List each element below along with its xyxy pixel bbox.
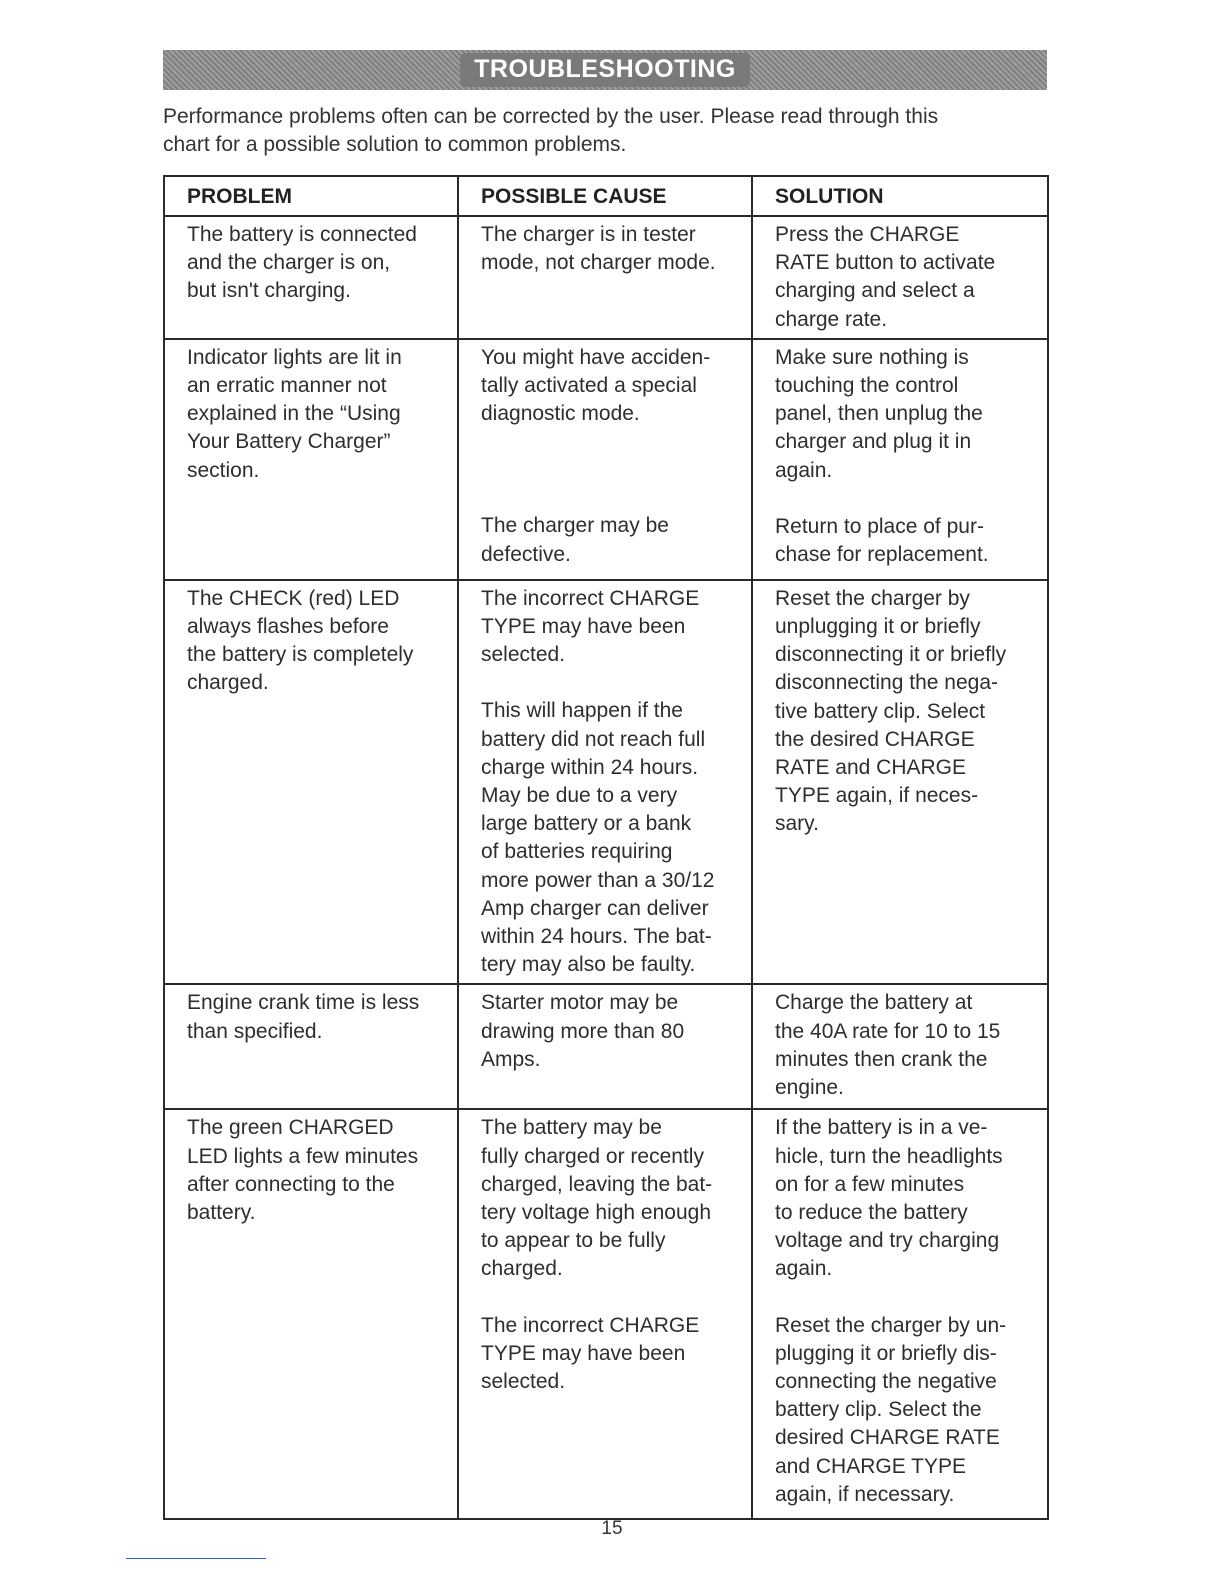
cell-text-line: and the charger is on, [187,251,391,275]
cause-paragraph [481,221,743,277]
cell-text-line: chase for replacement. [775,543,989,567]
cause-paragraph [481,1312,743,1397]
cell-text-line: touching the control [775,374,959,398]
cell-text-line: tive battery clip. Select [775,699,986,723]
cell-text-line: mode, not charger mode. [481,251,716,275]
problem-cell [164,580,458,985]
cause-paragraph [481,512,743,568]
cell-text-line: plugging it or briefly dis- [775,1341,997,1365]
cell-text-line: You might have acciden- [481,345,711,369]
cell-text-line: The incorrect CHARGE [481,1313,700,1337]
cause-paragraph [481,344,743,429]
intro-paragraph [163,103,1047,159]
cell-text-line: battery did not reach full [481,727,706,751]
cell-text-line: charge within 24 hours. [481,755,699,779]
cell-text-line: disconnecting it or briefly [775,643,1007,667]
cell-text-line: Indicator lights are lit in [187,345,402,369]
cell-text-line: always flashes before [187,615,389,639]
cell-text-line: on for a few minutes [775,1172,965,1196]
cell-text-line: large battery or a bank [481,812,692,836]
cell-text-line: Amps. [481,1047,541,1071]
intro-line: Performance problems often can be corrected by the user. Please read through this [163,105,939,128]
cause-cell [458,580,752,985]
cell-text-line: connecting the negative [775,1370,997,1394]
cell-text-line: selected. [481,643,566,667]
problem-cell [164,339,458,580]
solution-paragraph [775,1114,1039,1283]
solution-cell [752,580,1048,985]
section-title: TROUBLESHOOTING [460,53,750,87]
cell-text-line: section. [187,458,260,482]
cell-text-line: The battery may be [481,1116,662,1140]
cell-text-line: Return to place of pur- [775,514,984,538]
cause-cell [458,984,752,1109]
cause-cell [458,339,752,580]
cell-text-line: hicle, turn the headlights [775,1144,1003,1168]
table-row [164,984,1048,1109]
cell-text-line: Your Battery Charger” [187,430,391,454]
cause-paragraph [481,585,743,670]
intro-line: chart for a possible solution to common problems. [163,133,627,156]
cell-text-line: again. [775,458,833,482]
column-header-problem: PROBLEM [164,176,458,216]
table-header-row [164,176,1048,216]
cell-text-line: charger and plug it in [775,430,972,454]
cell-text-line: voltage and try charging [775,1229,1000,1253]
cell-text-line: after connecting to the [187,1172,395,1196]
cell-text-line: The charger is in tester [481,223,696,246]
cell-text-line: defective. [481,542,571,566]
cell-text-line: Press the CHARGE [775,223,960,246]
cell-text-line: and CHARGE TYPE [775,1454,967,1478]
cell-text-line: of batteries requiring [481,840,673,864]
cell-text-line: minutes then crank the [775,1047,988,1071]
cell-text-line: The CHECK (red) LED [187,586,400,610]
cell-text-line: the desired CHARGE [775,727,975,751]
cause-cell [458,216,752,339]
cell-text-line: TYPE again, if neces- [775,784,979,808]
cell-text-line: The green CHARGED [187,1116,394,1140]
problem-cell [164,1109,458,1519]
cell-text-line: battery. [187,1201,256,1225]
cell-text-line: fully charged or recently [481,1144,704,1168]
cell-text-line: This will happen if the [481,699,683,723]
cell-text-line: battery clip. Select the [775,1398,982,1422]
solution-cell [752,1109,1048,1519]
cell-text-line: but isn't charging. [187,279,351,303]
cell-text-line: TYPE may have been [481,615,686,639]
table-row [164,1109,1048,1519]
cause-paragraph [481,989,743,1074]
problem-cell [164,216,458,339]
cell-text-line: Charge the battery at [775,991,973,1015]
solution-paragraph [775,1312,1039,1509]
cell-text-line: RATE button to activate [775,251,996,275]
cell-text-line: Make sure nothing is [775,345,969,369]
cell-text-line: RATE and CHARGE [775,756,966,780]
cell-text-line: charged. [187,671,269,695]
cell-text-line: The battery is connected [187,223,417,246]
solution-cell [752,216,1048,339]
cell-text-line: selected. [481,1370,566,1394]
cell-text-line: tery voltage high enough [481,1201,712,1225]
cell-text-line: drawing more than 80 [481,1019,685,1043]
cell-text-line: Amp charger can deliver [481,896,709,920]
cell-text-line: within 24 hours. The bat- [481,925,712,949]
cell-text-line: the 40A rate for 10 to 15 [775,1019,1001,1043]
cell-text-line: than specified. [187,1019,323,1043]
cell-text-line: tery may also be faulty. [481,953,696,977]
solution-paragraph [775,344,1039,485]
cell-text-line: explained in the “Using [187,402,401,426]
cell-text-line: Starter motor may be [481,991,679,1015]
cell-text-line: Reset the charger by un- [775,1313,1007,1337]
cell-text-line: panel, then unplug the [775,402,983,426]
cell-text-line: unplugging it or briefly [775,615,981,639]
table-row [164,216,1048,339]
cell-text-line: Reset the charger by [775,586,970,610]
solution-cell [752,984,1048,1109]
cell-text-line: sary. [775,812,819,836]
cause-paragraph [481,1114,743,1283]
cell-text-line: desired CHARGE RATE [775,1426,1000,1450]
page-number: 15 [601,1518,623,1539]
troubleshooting-table [163,175,1049,1520]
cell-text-line: more power than a 30/12 [481,868,715,892]
cell-text-line: The charger may be [481,514,669,538]
solution-paragraph [775,221,1039,334]
cell-text-line: disconnecting the nega- [775,671,998,695]
column-header-cause: POSSIBLE CAUSE [458,176,752,216]
solution-paragraph [775,513,1039,569]
cell-text-line: May be due to a very [481,784,678,808]
footer-rule [126,1558,266,1559]
solution-cell [752,339,1048,580]
solution-paragraph [775,989,1039,1102]
problem-cell [164,984,458,1109]
table-row [164,339,1048,580]
cell-text-line: charging and select a [775,279,975,303]
cell-text-line: an erratic manner not [187,374,387,398]
table-row [164,580,1048,985]
cell-text-line: engine. [775,1076,844,1100]
cause-cell [458,1109,752,1519]
cell-text-line: to reduce the battery [775,1201,968,1225]
cell-text-line: diagnostic mode. [481,402,640,426]
cell-text-line: LED lights a few minutes [187,1144,419,1168]
cell-text-line: Engine crank time is less [187,991,420,1015]
column-header-solution: SOLUTION [752,176,1048,216]
cell-text-line: again, if necessary. [775,1482,955,1506]
cell-text-line: TYPE may have been [481,1341,686,1365]
cell-text-line: charge rate. [775,307,888,331]
cell-text-line: charged, leaving the bat- [481,1172,713,1196]
section-banner [163,50,1047,90]
cell-text-line: again. [775,1257,833,1281]
cell-text-line: tally activated a special [481,374,697,398]
cause-paragraph [481,697,743,979]
cell-text-line: The incorrect CHARGE [481,586,700,610]
cell-text-line: charged. [481,1257,563,1281]
cell-text-line: to appear to be fully [481,1229,666,1253]
cell-text-line: the battery is completely [187,643,414,667]
cell-text-line: If the battery is in a ve- [775,1116,988,1140]
solution-paragraph [775,585,1039,839]
